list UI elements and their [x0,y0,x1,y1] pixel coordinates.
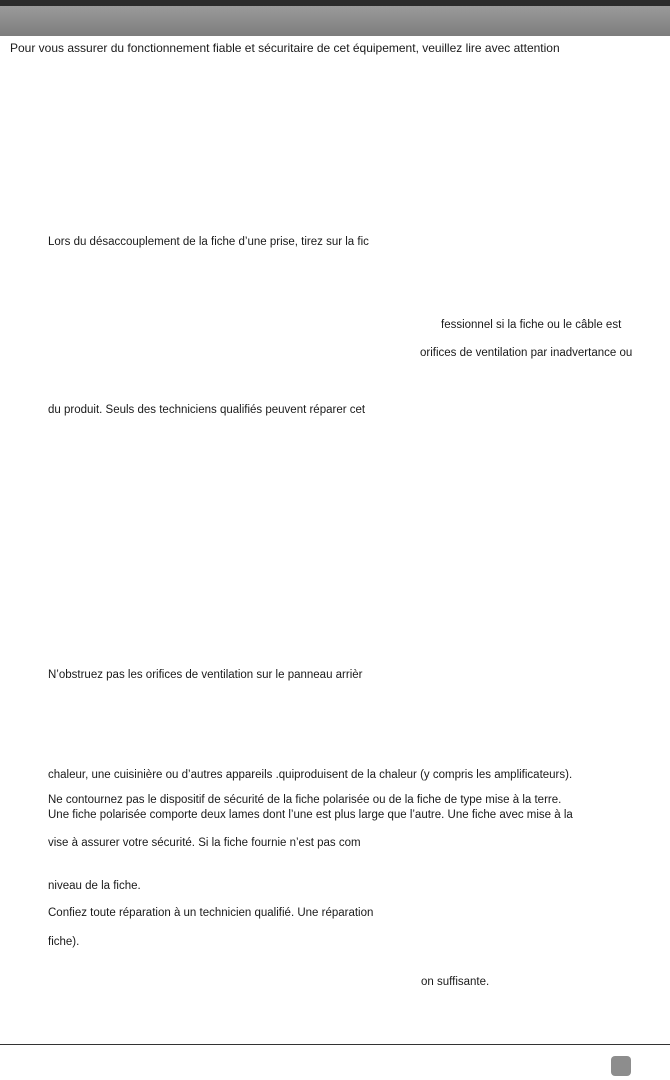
section-header-band [0,6,670,36]
text-fragment-technicians: du produit. Seuls des techniciens qualifiés peuvent réparer cet [48,404,366,416]
page-number-chip [611,1056,631,1076]
text-fragment-sufficient: on suffisante. [421,976,490,988]
text-fragment-fiche: fiche). [48,936,80,948]
footer-rule [0,1044,670,1045]
text-fragment-plug-level: niveau de la fiche. [48,880,141,892]
text-fragment-polarized-blades: Une fiche polarisée comporte deux lames dont l’une est plus large que l’autre. Une fiche avec mise à la [48,809,573,821]
text-fragment-safety: vise à assurer votre sécurité. Si la fiche fournie n’est pas com [48,837,361,849]
text-fragment-ventilation: orifices de ventilation par inadvertance ou [420,347,633,359]
text-fragment-polarized-bypass: Ne contournez pas le dispositif de sécurité de la fiche polarisée ou de la fiche de type mise à la terre. [48,794,562,806]
text-fragment-obstruct: N’obstruez pas les orifices de ventilation sur le panneau arrièr [48,669,363,681]
text-fragment-professional: fessionnel si la fiche ou le câble est [441,319,622,331]
intro-paragraph: Pour vous assurer du fonctionnement fiable et sécuritaire de cet équipement, veuillez lire avec attention [10,41,560,55]
text-fragment-heat-sources: chaleur, une cuisinière ou d’autres appareils .quiproduisent de la chaleur (y compris les amplificateurs). [48,769,573,781]
text-fragment-unplug: Lors du désaccouplement de la fiche d’une prise, tirez sur la fic [48,236,369,248]
text-fragment-repair: Confiez toute réparation à un technicien qualifié. Une réparation [48,907,374,919]
